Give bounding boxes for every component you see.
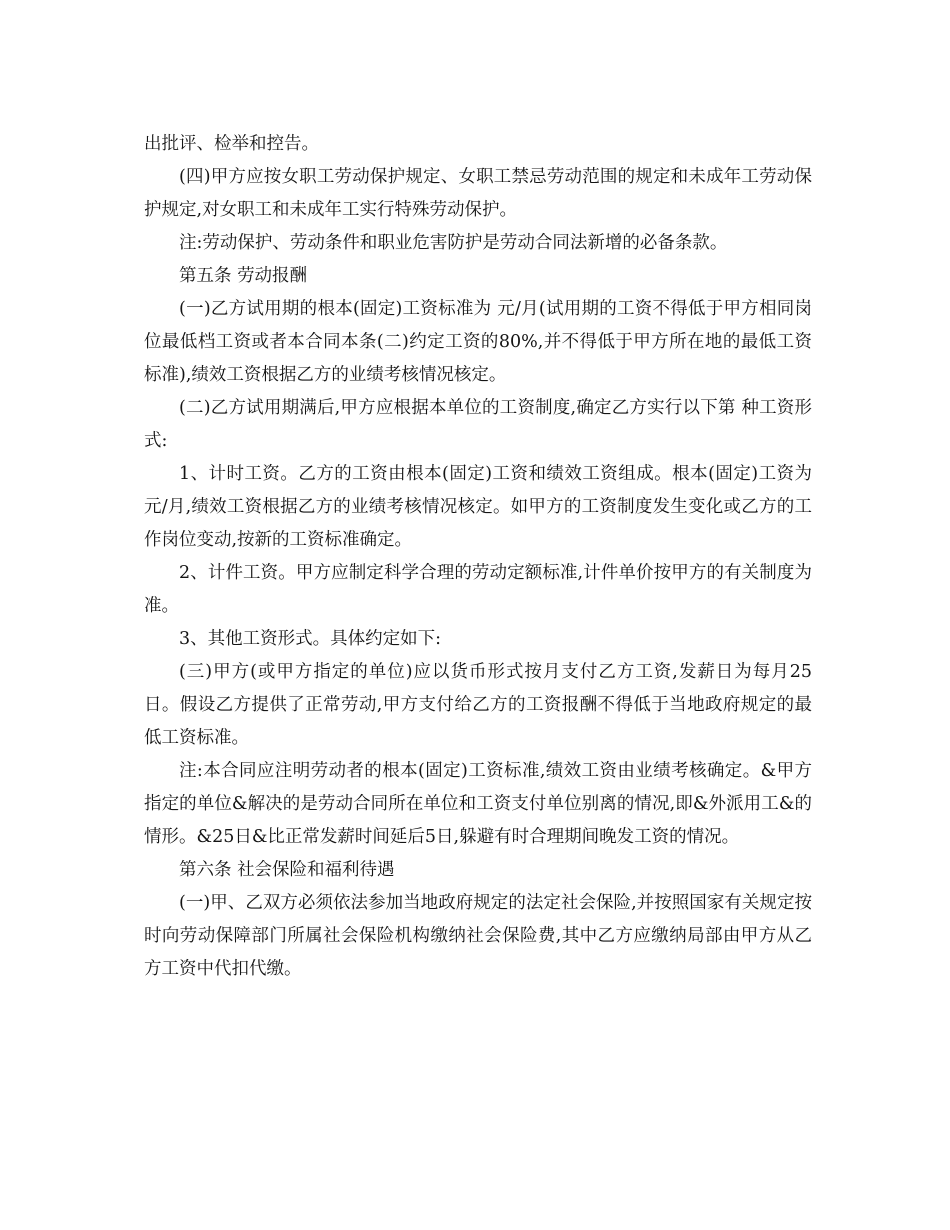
article-5-heading: 第五条 劳动报酬 [179,266,308,286]
paragraph-payment-date: (三)甲方(或甲方指定的单位)应以货币形式按月支付乙方工资,发薪日为每月25 日。假设乙方提供了正常劳动,甲方支付给乙方的工资报酬不得低于当地政府规定的最低工资标准。 [144,662,812,748]
paragraph-note-wage-standard: 注:本合同应注明劳动者的根本(固定)工资标准,绩效工资由业绩考核确定。&甲方指定的单位&解决的是劳动合同所在单位和工资支付单位别离的情况,即&外派用工&的情形。&25日&比正常发薪时间延后5日,躲避有时合理期间晚发工资的情况。 [144,761,812,847]
document-body [144,128,812,986]
paragraph-probation-wage: (一)乙方试用期的根本(固定)工资标准为 元/月(试用期的工资不得低于甲方相同岗位最低档工资或者本合同本条(二)约定工资的80%,并不得低于甲方所在地的最低工资标准),绩效工资根据乙方的业绩考核情况核定。 [144,299,812,385]
paragraph-continuation: 出批评、检举和控告。 [144,134,319,154]
paragraph-piece-wage: 2、计件工资。甲方应制定科学合理的劳动定额标准,计件单价按甲方的有关制度为准。 [144,563,812,616]
paragraph-social-insurance: (一)甲、乙双方必须依法参加当地政府规定的法定社会保险,并按照国家有关规定按时向劳动保障部门所属社会保险机构缴纳社会保险费,其中乙方应缴纳局部由甲方从乙方工资中代扣代缴。 [144,893,812,979]
paragraph-other-wage: 3、其他工资形式。具体约定如下: [179,629,442,649]
paragraph-note-labor-protection: 注:劳动保护、劳动条件和职业危害防护是劳动合同法新增的必备条款。 [179,233,728,253]
paragraph-time-wage: 1、计时工资。乙方的工资由根本(固定)工资和绩效工资组成。根本(固定)工资为 元/月,绩效工资根据乙方的业绩考核情况核定。如甲方的工资制度发生变化或乙方的工作岗位变动,按新的工资标准确定。 [144,464,812,550]
paragraph-wage-form: (二)乙方试用期满后,甲方应根据本单位的工资制度,确定乙方实行以下第 种工资形式: [144,398,812,451]
article-6-heading: 第六条 社会保险和福利待遇 [179,860,395,880]
paragraph-female-worker-protection: (四)甲方应按女职工劳动保护规定、女职工禁忌劳动范围的规定和未成年工劳动保护规定,对女职工和未成年工实行特殊劳动保护。 [144,167,812,220]
